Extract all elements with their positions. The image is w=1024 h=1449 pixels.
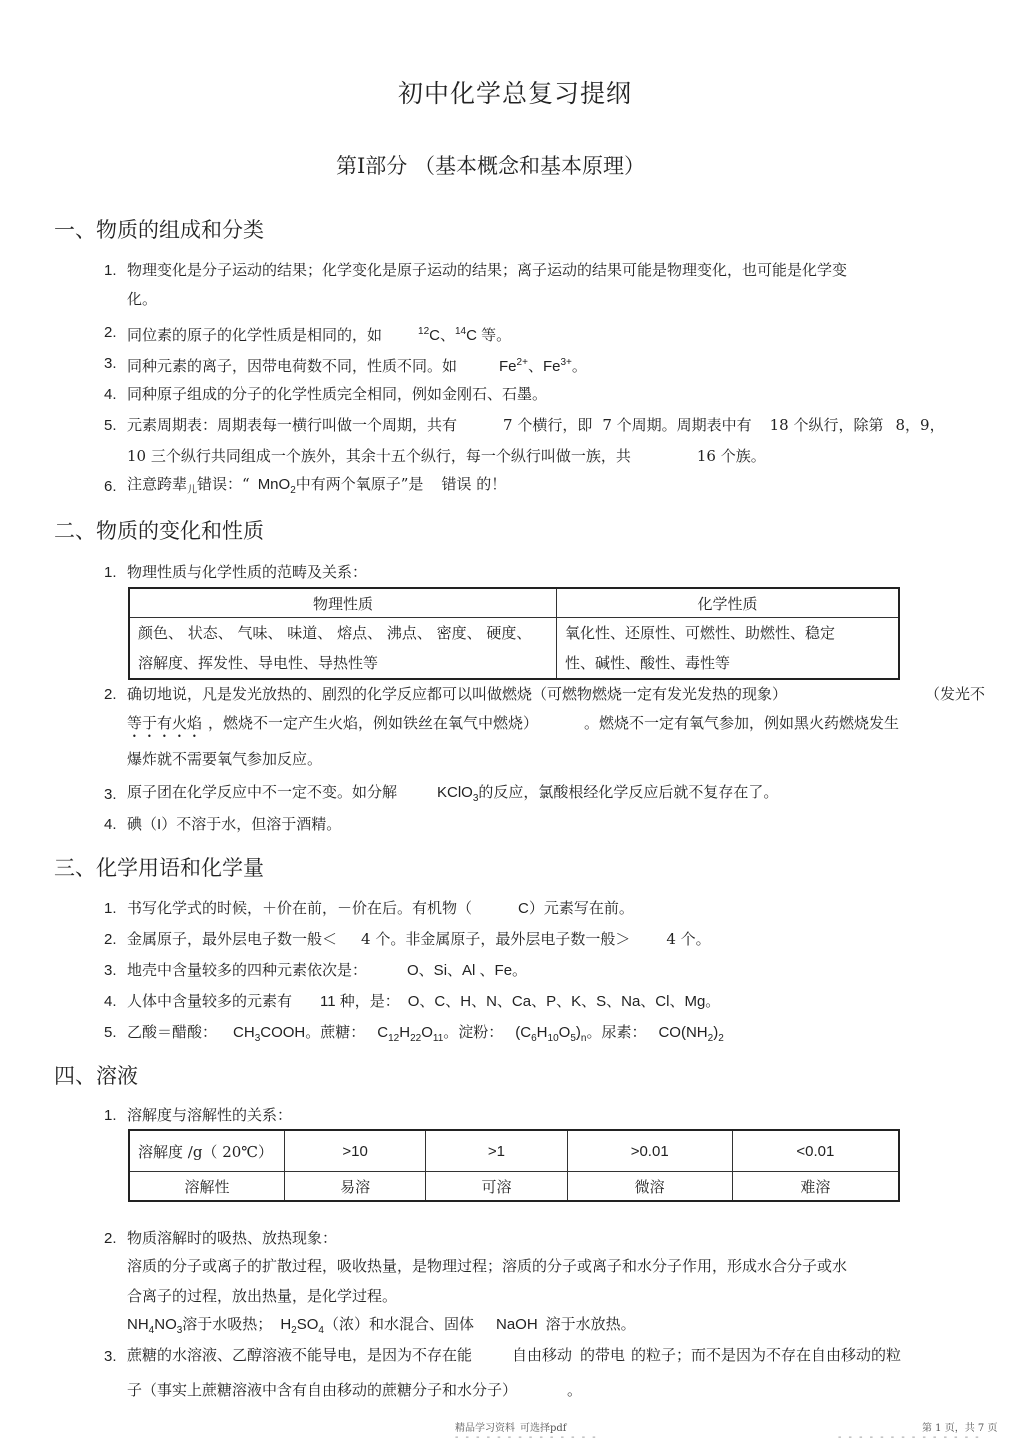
s4-item-2-l1: 溶质的分子或离子的扩散过程，吸收热量，是物理过程；溶质的分子或离子和水分子作用，形成水合分子或水 bbox=[127, 1257, 848, 1275]
text: 16 个族。 bbox=[696, 447, 766, 465]
footer-mid: 可选择pdf bbox=[520, 1423, 567, 1434]
table-cell: <0.01 bbox=[732, 1130, 899, 1172]
table-header: 物理性质 bbox=[129, 588, 557, 618]
table-cell bbox=[557, 618, 900, 680]
section-1-heading: 一、物质的组成和分类 bbox=[54, 218, 264, 242]
formula: C bbox=[377, 1024, 389, 1041]
subscript: 4 bbox=[148, 1325, 155, 1336]
text: O、Si、Al 、Fe。 bbox=[407, 962, 528, 979]
subscript: 3 bbox=[176, 1325, 183, 1336]
footer-left: 精品学习资料 bbox=[455, 1423, 515, 1434]
text: 溶于水吸热； bbox=[182, 1315, 273, 1333]
s1-item-4: 同种原子组成的分子的化学性质完全相同，例如金刚石、石墨。 bbox=[127, 385, 548, 403]
text: 子（事实上蔗糖溶液中含有自由移动的蔗糖分子和水分子） bbox=[127, 1381, 518, 1399]
formula: COOH bbox=[260, 1024, 306, 1041]
ion-symbol: 、Fe bbox=[527, 358, 561, 375]
cell-line: 氧化性、还原性、可燃性、助燃性、稳定 bbox=[565, 624, 836, 642]
text: 儿 bbox=[187, 485, 198, 496]
s1-item-5 bbox=[127, 415, 945, 435]
subscript: 3 bbox=[472, 793, 479, 804]
text: 金属原子，最外层电子数一般＜ bbox=[127, 930, 338, 948]
s3-item-3 bbox=[127, 960, 527, 981]
formula: H bbox=[536, 1024, 548, 1041]
text: 同位素的原子的化学性质是相同的，如 bbox=[127, 326, 383, 344]
formula: SO bbox=[296, 1316, 319, 1333]
formula: CO(NH bbox=[658, 1024, 708, 1041]
item-number: 3. bbox=[104, 1348, 117, 1365]
cell-line: 颜色、 状态、 气味、 味道、 熔点、 沸点、 密度、 硬度、 bbox=[138, 624, 532, 642]
subscript: 2 bbox=[290, 485, 296, 496]
isotope-mass: 12 bbox=[418, 326, 430, 337]
s2-item-4 bbox=[127, 814, 341, 835]
text: 乙酸＝醋酸： bbox=[127, 1023, 218, 1041]
text: 。蔗糖： bbox=[305, 1023, 366, 1041]
table-cell: 可溶 bbox=[426, 1172, 567, 1202]
text: 溶解度 /g（ 20 bbox=[138, 1142, 242, 1161]
text: 10 三个纵行共同组成一个族外，其余十五个纵行，每一个纵行叫做一族，共 bbox=[127, 447, 631, 465]
item-number: 2. bbox=[104, 686, 117, 703]
element-symbol: C、 bbox=[429, 327, 455, 344]
s1-item-2 bbox=[127, 322, 511, 346]
item-number: 2. bbox=[104, 1230, 117, 1247]
item-number: 3. bbox=[104, 962, 117, 979]
text: 的粒子；而不是因为不存在自由移动的粒 bbox=[631, 1346, 902, 1364]
item-number: 6. bbox=[104, 478, 117, 495]
formula: O bbox=[421, 1024, 433, 1041]
cell-line: 溶解度、挥发性、导电性、导热性等 bbox=[138, 654, 379, 672]
section-3-heading: 三、化学用语和化学量 bbox=[54, 856, 264, 880]
text: 。 bbox=[567, 1381, 583, 1399]
formula: CH bbox=[233, 1024, 255, 1041]
table-cell: >10 bbox=[285, 1130, 426, 1172]
table-cell: >0.01 bbox=[567, 1130, 732, 1172]
item-number: 1. bbox=[104, 262, 117, 279]
ion-symbol: Fe bbox=[499, 358, 517, 375]
text: 。燃烧不一定有氧气参加，例如黑火药燃烧发生 bbox=[584, 714, 900, 732]
subscript: n bbox=[580, 1033, 587, 1044]
s1-item-6 bbox=[127, 474, 506, 501]
text: 溶于水放热。 bbox=[545, 1315, 636, 1333]
subscript: 10 bbox=[547, 1033, 559, 1044]
subscript: 12 bbox=[388, 1033, 400, 1044]
item-number: 1. bbox=[104, 564, 117, 581]
s4-item-3 bbox=[127, 1345, 901, 1365]
subscript: 4 bbox=[318, 1325, 324, 1336]
section-4-heading: 四、溶液 bbox=[54, 1064, 138, 1088]
s1-item-1-cont: 化。 bbox=[127, 290, 158, 308]
item-number: 2. bbox=[104, 324, 117, 341]
properties-table bbox=[128, 587, 900, 680]
text: 8，9， bbox=[895, 416, 945, 434]
solubility-table bbox=[128, 1129, 900, 1202]
formula: (C bbox=[515, 1024, 532, 1041]
text: 同种元素的离子，因带电荷数不同，性质不同。如 bbox=[127, 357, 458, 375]
text: 的带电 bbox=[580, 1346, 626, 1364]
s4-item-2-l3 bbox=[127, 1314, 636, 1341]
item-number: 4. bbox=[104, 386, 117, 403]
subscript: 2 bbox=[707, 1033, 714, 1044]
s4-item-3-cont bbox=[127, 1380, 582, 1400]
isotope-mass: 14 bbox=[454, 326, 467, 337]
item-number: 1. bbox=[104, 900, 117, 917]
table-header: 化学性质 bbox=[557, 588, 900, 618]
text: 元素周期表：周期表每一横行叫做一个周期，共有 bbox=[127, 416, 458, 434]
formula: H bbox=[399, 1024, 411, 1041]
text: 蔗糖的水溶液、乙醇溶液不能导电，是因为不存在能 bbox=[127, 1346, 473, 1364]
subscript: 3 bbox=[254, 1033, 261, 1044]
s2-item-2: 确切地说，凡是发光放热的、剧烈的化学反应都可以叫做燃烧（可燃物燃烧一定有发光发热的现象） bbox=[127, 685, 788, 703]
text: 4 个。 bbox=[666, 930, 711, 948]
item-number: 3. bbox=[104, 355, 117, 372]
text: 注意跨辈 bbox=[127, 475, 188, 493]
text: 。 bbox=[571, 357, 587, 375]
table-cell bbox=[129, 618, 557, 680]
subscript: 11 bbox=[432, 1033, 444, 1044]
table-cell: 易溶 bbox=[285, 1172, 426, 1202]
text: 18 个纵行，除第 bbox=[769, 416, 884, 434]
text: 书写化学式的时候，＋价在前，－价在后。有机物（ bbox=[127, 899, 473, 917]
ion-charge: 3+ bbox=[560, 357, 572, 368]
element-symbol: C 等。 bbox=[466, 327, 512, 344]
text: ）不溶于水，但溶于酒精。 bbox=[161, 815, 342, 833]
text: 自由移动 bbox=[512, 1346, 573, 1364]
text: 错误：“ bbox=[197, 475, 250, 493]
s4-item-2: 物质溶解时的吸热、放热现象： bbox=[127, 1229, 338, 1247]
text: 地壳中含量较多的四种元素依次是： bbox=[127, 961, 368, 979]
item-number: 4. bbox=[104, 816, 117, 833]
table-cell: 难溶 bbox=[732, 1172, 899, 1202]
item-number: 1. bbox=[104, 1107, 117, 1124]
s3-item-1 bbox=[127, 898, 634, 919]
s1-item-1: 物理变化是分子运动的结果；化学变化是原子运动的结果；离子运动的结果可能是物理变化，也可能是化学变 bbox=[127, 261, 848, 279]
footer-right: 第 1 页，共 7 页 bbox=[922, 1423, 998, 1434]
text: 7 个周期。周期表中有 bbox=[602, 416, 752, 434]
text: O、C、H、N、Ca、P、K、S、Na、Cl、Mg。 bbox=[407, 993, 721, 1010]
item-number: 4. bbox=[104, 993, 117, 1010]
item-number: 2. bbox=[104, 931, 117, 948]
table-cell bbox=[129, 1130, 285, 1172]
text: 中有两个氧原子”是 bbox=[295, 475, 424, 493]
formula: NH bbox=[127, 1316, 149, 1333]
s2-item-1: 物理性质与化学性质的范畴及关系： bbox=[127, 563, 368, 581]
formula: ) bbox=[713, 1024, 719, 1041]
text: 人体中含量较多的元素有 bbox=[127, 992, 293, 1010]
formula: H bbox=[280, 1316, 292, 1333]
s2-item-3 bbox=[127, 782, 778, 809]
text: （浓）和水混合、固体 bbox=[323, 1315, 474, 1333]
item-number: 5. bbox=[104, 1024, 117, 1041]
text: 。淀粉： bbox=[443, 1023, 504, 1041]
text: C）元素写在前。 bbox=[518, 900, 634, 917]
item-number: 3. bbox=[104, 786, 117, 803]
formula: MnO bbox=[257, 476, 291, 493]
footer-dashes: - - - - - - - - - - - - - - bbox=[455, 1432, 598, 1443]
text: 原子团在化学反应中不一定不变。如分解 bbox=[127, 783, 398, 801]
subscript: 6 bbox=[531, 1033, 537, 1044]
formula: KClO bbox=[437, 784, 473, 801]
ion-charge: 2+ bbox=[516, 357, 528, 368]
formula: NO bbox=[154, 1316, 177, 1333]
table-cell: >1 bbox=[426, 1130, 567, 1172]
s3-item-5 bbox=[127, 1022, 724, 1049]
footer-dashes-right: - - - - - - - - - - - - - - bbox=[838, 1432, 981, 1443]
s1-item-3 bbox=[127, 353, 587, 377]
text: 碘（ bbox=[127, 815, 158, 833]
s3-item-4 bbox=[127, 991, 720, 1012]
table-cell: 微溶 bbox=[567, 1172, 732, 1202]
page-title: 初中化学总复习提纲 bbox=[398, 79, 633, 108]
subscript: 5 bbox=[570, 1033, 576, 1044]
s2-item-2-b: （发光不 bbox=[925, 685, 986, 703]
formula: ) bbox=[575, 1024, 581, 1041]
text: 等于有火焰 bbox=[127, 714, 203, 732]
part-title: 第Ⅰ部分 （基本概念和基本原理） bbox=[336, 154, 645, 178]
text: ，燃烧不一定产生火焰，例如铁丝在氧气中燃烧） bbox=[208, 714, 539, 732]
s2-item-2-cont bbox=[127, 713, 899, 741]
section-2-heading: 二、物质的变化和性质 bbox=[54, 519, 264, 543]
subscript: 2 bbox=[718, 1033, 724, 1044]
table-cell: 溶解性 bbox=[129, 1172, 285, 1202]
text: 错误 的！ bbox=[441, 475, 507, 493]
s4-item-1: 溶解度与溶解性的关系： bbox=[127, 1106, 293, 1124]
s1-item-5-cont bbox=[127, 446, 766, 466]
s3-item-2 bbox=[127, 929, 711, 949]
text: 的反应，氯酸根经化学反应后就不复存在了。 bbox=[478, 783, 779, 801]
text: 。尿素： bbox=[586, 1023, 647, 1041]
cell-line: 性、碱性、酸性、毒性等 bbox=[565, 654, 731, 672]
subscript: 2 bbox=[291, 1325, 297, 1336]
subscript: 22 bbox=[410, 1033, 422, 1044]
s4-item-2-l2: 合离子的过程，放出热量，是化学过程。 bbox=[127, 1287, 398, 1305]
s2-item-2-cont2: 爆炸就不需要氧气参加反应。 bbox=[127, 750, 323, 768]
item-number: 5. bbox=[104, 417, 117, 434]
element-symbol: I bbox=[157, 816, 162, 833]
formula: O bbox=[558, 1024, 571, 1041]
text: 7 个横行，即 bbox=[503, 416, 593, 434]
unit-text: ℃） bbox=[241, 1142, 274, 1161]
text: 11 种，是： bbox=[320, 993, 400, 1010]
formula: NaOH bbox=[495, 1316, 538, 1333]
text: 4 个。非金属原子，最外层电子数一般＞ bbox=[361, 930, 631, 948]
